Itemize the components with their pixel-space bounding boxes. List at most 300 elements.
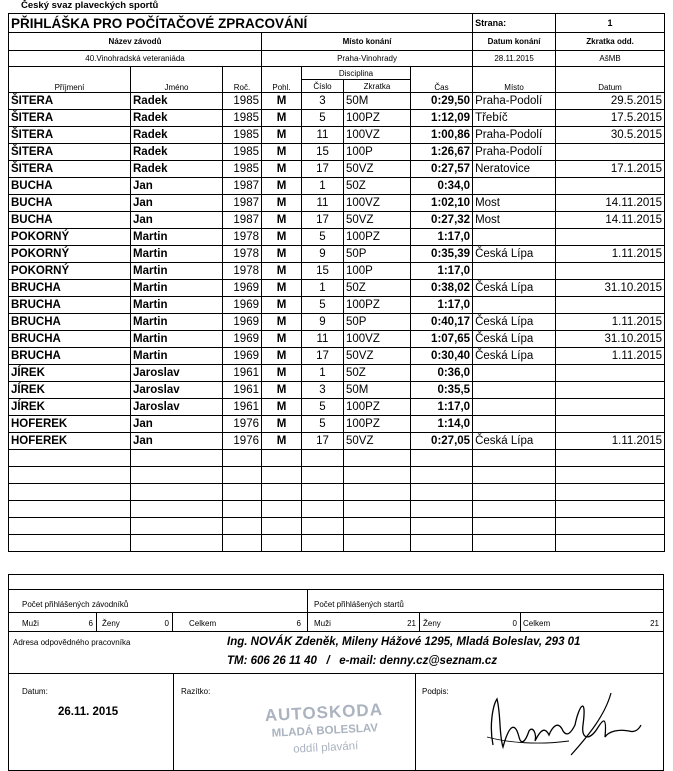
table-row bbox=[9, 144, 665, 161]
cell-code: 50P bbox=[344, 314, 411, 331]
cell-code: 50VZ bbox=[344, 433, 411, 450]
cell-surname: HOFEREK bbox=[9, 416, 131, 433]
cell-name: Radek bbox=[131, 161, 223, 178]
cell-surname: BRUCHA bbox=[9, 314, 131, 331]
cell-year: 1976 bbox=[223, 416, 262, 433]
empty-cell bbox=[473, 484, 556, 501]
col-date: Datum bbox=[556, 67, 665, 93]
cell-venue: Praha-Podolí bbox=[473, 93, 556, 110]
cell-name: Jan bbox=[131, 195, 223, 212]
cell-sex: M bbox=[262, 297, 302, 314]
cell-num: 5 bbox=[302, 399, 344, 416]
cell-surname: BUCHA bbox=[9, 212, 131, 229]
table-row bbox=[9, 399, 665, 416]
cell-num: 17 bbox=[302, 433, 344, 450]
cell-venue bbox=[473, 416, 556, 433]
table-row bbox=[9, 280, 665, 297]
date-label: Datum: bbox=[22, 687, 48, 696]
cell-venue bbox=[473, 178, 556, 195]
cell-venue: Česká Lípa bbox=[473, 314, 556, 331]
cell-time: 0:35,39 bbox=[411, 246, 473, 263]
cell-code: 50M bbox=[344, 93, 411, 110]
cell-num: 5 bbox=[302, 229, 344, 246]
cell-sex: M bbox=[262, 416, 302, 433]
cell-venue: Praha-Podolí bbox=[473, 144, 556, 161]
comp-men-label: Muži bbox=[22, 619, 39, 628]
cell-date: 31.10.2015 bbox=[556, 331, 665, 348]
race-name: 40.Vinohradská veteraniáda bbox=[9, 51, 262, 67]
cell-date bbox=[556, 399, 665, 416]
cell-venue bbox=[473, 263, 556, 280]
col-venue: Místo bbox=[473, 67, 556, 93]
cell-sex: M bbox=[262, 212, 302, 229]
cell-date bbox=[556, 263, 665, 280]
cell-sex: M bbox=[262, 93, 302, 110]
empty-cell bbox=[9, 450, 131, 467]
cell-venue: Česká Lípa bbox=[473, 433, 556, 450]
empty-cell bbox=[262, 535, 302, 552]
cell-sex: M bbox=[262, 246, 302, 263]
empty-cell bbox=[473, 518, 556, 535]
cell-sex: M bbox=[262, 195, 302, 212]
cell-date: 29.5.2015 bbox=[556, 93, 665, 110]
entry-form-table bbox=[8, 13, 665, 552]
cell-year: 1978 bbox=[223, 229, 262, 246]
empty-cell bbox=[131, 518, 223, 535]
cell-time: 0:34,0 bbox=[411, 178, 473, 195]
empty-cell bbox=[344, 450, 411, 467]
cell-sex: M bbox=[262, 331, 302, 348]
cell-year: 1985 bbox=[223, 161, 262, 178]
table-row bbox=[9, 263, 665, 280]
table-row bbox=[9, 212, 665, 229]
cell-surname: JÍREK bbox=[9, 382, 131, 399]
cell-surname: ŠITERA bbox=[9, 93, 131, 110]
cell-code: 50Z bbox=[344, 280, 411, 297]
empty-cell bbox=[556, 450, 665, 467]
cell-code: 50VZ bbox=[344, 212, 411, 229]
cell-year: 1987 bbox=[223, 212, 262, 229]
empty-cell bbox=[9, 467, 131, 484]
table-row bbox=[9, 178, 665, 195]
cell-date: 17.1.2015 bbox=[556, 161, 665, 178]
signed-date: 26.11. 2015 bbox=[58, 706, 119, 718]
cell-name: Martin bbox=[131, 246, 223, 263]
start-total-label: Celkem bbox=[523, 619, 551, 628]
empty-cell bbox=[344, 467, 411, 484]
cell-name: Radek bbox=[131, 127, 223, 144]
cell-year: 1978 bbox=[223, 246, 262, 263]
cell-time: 1:17,0 bbox=[411, 399, 473, 416]
col-num: Číslo bbox=[302, 80, 344, 93]
cell-time: 1:02,10 bbox=[411, 195, 473, 212]
starts-label: Počet přihlášených startů bbox=[314, 600, 404, 609]
page-label: Strana: bbox=[473, 14, 556, 33]
empty-row bbox=[9, 535, 665, 552]
cell-date: 14.11.2015 bbox=[556, 195, 665, 212]
cell-year: 1969 bbox=[223, 280, 262, 297]
cell-code: 50Z bbox=[344, 365, 411, 382]
col-time: Čas bbox=[411, 67, 473, 93]
cell-num: 15 bbox=[302, 263, 344, 280]
table-row bbox=[9, 382, 665, 399]
cell-name: Jaroslav bbox=[131, 399, 223, 416]
cell-code: 50P bbox=[344, 246, 411, 263]
empty-cell bbox=[223, 535, 262, 552]
cell-sex: M bbox=[262, 178, 302, 195]
empty-cell bbox=[556, 484, 665, 501]
cell-name: Jan bbox=[131, 433, 223, 450]
cell-venue bbox=[473, 365, 556, 382]
cell-num: 17 bbox=[302, 212, 344, 229]
table-row bbox=[9, 110, 665, 127]
cell-time: 1:00,86 bbox=[411, 127, 473, 144]
cell-venue: Most bbox=[473, 195, 556, 212]
cell-time: 0:38,02 bbox=[411, 280, 473, 297]
empty-cell bbox=[9, 484, 131, 501]
cell-num: 1 bbox=[302, 280, 344, 297]
cell-date bbox=[556, 229, 665, 246]
cell-surname: BRUCHA bbox=[9, 297, 131, 314]
cell-surname: BRUCHA bbox=[9, 280, 131, 297]
cell-num: 1 bbox=[302, 178, 344, 195]
cell-year: 1987 bbox=[223, 178, 262, 195]
empty-cell bbox=[9, 535, 131, 552]
cell-name: Jan bbox=[131, 212, 223, 229]
empty-cell bbox=[302, 484, 344, 501]
cell-time: 0:40,17 bbox=[411, 314, 473, 331]
cell-sex: M bbox=[262, 229, 302, 246]
cell-surname: BRUCHA bbox=[9, 348, 131, 365]
cell-sex: M bbox=[262, 263, 302, 280]
cell-year: 1978 bbox=[223, 263, 262, 280]
abbr-header: Zkratka odd. bbox=[556, 33, 665, 51]
cell-code: 100PZ bbox=[344, 399, 411, 416]
table-row bbox=[9, 195, 665, 212]
table-row bbox=[9, 416, 665, 433]
cell-year: 1969 bbox=[223, 314, 262, 331]
place-header: Místo konání bbox=[262, 33, 473, 51]
empty-cell bbox=[302, 518, 344, 535]
cell-date bbox=[556, 144, 665, 161]
cell-time: 1:17,0 bbox=[411, 297, 473, 314]
cell-year: 1987 bbox=[223, 195, 262, 212]
start-men-label: Muži bbox=[314, 619, 331, 628]
cell-time: 1:17,0 bbox=[411, 229, 473, 246]
empty-cell bbox=[262, 484, 302, 501]
cell-venue bbox=[473, 297, 556, 314]
empty-row bbox=[9, 501, 665, 518]
race-date: 28.11.2015 bbox=[473, 51, 556, 67]
cell-code: 100PZ bbox=[344, 416, 411, 433]
cell-num: 3 bbox=[302, 93, 344, 110]
cell-name: Jaroslav bbox=[131, 365, 223, 382]
cell-sex: M bbox=[262, 110, 302, 127]
cell-year: 1969 bbox=[223, 331, 262, 348]
cell-venue bbox=[473, 399, 556, 416]
empty-cell bbox=[262, 467, 302, 484]
empty-cell bbox=[344, 535, 411, 552]
cell-code: 100P bbox=[344, 144, 411, 161]
empty-cell bbox=[556, 535, 665, 552]
cell-surname: ŠITERA bbox=[9, 144, 131, 161]
cell-sex: M bbox=[262, 127, 302, 144]
cell-num: 9 bbox=[302, 314, 344, 331]
empty-row bbox=[9, 450, 665, 467]
table-row bbox=[9, 297, 665, 314]
cell-date: 1.11.2015 bbox=[556, 246, 665, 263]
empty-cell bbox=[473, 467, 556, 484]
race-place: Praha-Vinohrady bbox=[262, 51, 473, 67]
cell-year: 1969 bbox=[223, 348, 262, 365]
cell-surname: POKORNÝ bbox=[9, 263, 131, 280]
stamp-line-1: AUTOSKODA bbox=[264, 699, 384, 726]
cell-sex: M bbox=[262, 161, 302, 178]
cell-date bbox=[556, 382, 665, 399]
comp-women-label: Ženy bbox=[102, 619, 120, 628]
cell-time: 0:29,50 bbox=[411, 93, 473, 110]
date-header: Datum konání bbox=[473, 33, 556, 51]
cell-surname: ŠITERA bbox=[9, 127, 131, 144]
cell-year: 1985 bbox=[223, 144, 262, 161]
empty-cell bbox=[262, 450, 302, 467]
cell-year: 1969 bbox=[223, 297, 262, 314]
cell-year: 1961 bbox=[223, 382, 262, 399]
table-row bbox=[9, 229, 665, 246]
cell-date bbox=[556, 178, 665, 195]
cell-sex: M bbox=[262, 144, 302, 161]
start-total: 21 bbox=[650, 619, 659, 628]
cell-code: 50M bbox=[344, 382, 411, 399]
cell-name: Martin bbox=[131, 314, 223, 331]
table-row bbox=[9, 331, 665, 348]
table-row bbox=[9, 348, 665, 365]
cell-venue: Most bbox=[473, 212, 556, 229]
cell-year: 1985 bbox=[223, 110, 262, 127]
cell-surname: BRUCHA bbox=[9, 331, 131, 348]
cell-name: Jaroslav bbox=[131, 382, 223, 399]
cell-time: 0:35,5 bbox=[411, 382, 473, 399]
cell-surname: BUCHA bbox=[9, 195, 131, 212]
cell-surname: HOFEREK bbox=[9, 433, 131, 450]
cell-date: 1.11.2015 bbox=[556, 433, 665, 450]
empty-cell bbox=[302, 501, 344, 518]
cell-name: Radek bbox=[131, 110, 223, 127]
empty-cell bbox=[344, 501, 411, 518]
cell-name: Martin bbox=[131, 348, 223, 365]
signature-label: Podpis: bbox=[422, 687, 449, 696]
cell-sex: M bbox=[262, 382, 302, 399]
cell-time: 1:07,65 bbox=[411, 331, 473, 348]
cell-name: Radek bbox=[131, 93, 223, 110]
cell-code: 100PZ bbox=[344, 297, 411, 314]
empty-cell bbox=[473, 450, 556, 467]
empty-cell bbox=[131, 501, 223, 518]
cell-name: Martin bbox=[131, 297, 223, 314]
cell-code: 50Z bbox=[344, 178, 411, 195]
empty-cell bbox=[556, 467, 665, 484]
empty-cell bbox=[131, 467, 223, 484]
table-row bbox=[9, 433, 665, 450]
empty-cell bbox=[302, 535, 344, 552]
empty-cell bbox=[556, 501, 665, 518]
cell-sex: M bbox=[262, 433, 302, 450]
cell-time: 1:26,67 bbox=[411, 144, 473, 161]
cell-code: 100PZ bbox=[344, 229, 411, 246]
empty-cell bbox=[131, 450, 223, 467]
empty-cell bbox=[411, 518, 473, 535]
cell-time: 0:27,57 bbox=[411, 161, 473, 178]
empty-cell bbox=[344, 484, 411, 501]
cell-name: Martin bbox=[131, 280, 223, 297]
table-row bbox=[9, 127, 665, 144]
table-row bbox=[9, 93, 665, 110]
start-women: 0 bbox=[512, 619, 517, 628]
cell-time: 0:27,05 bbox=[411, 433, 473, 450]
col-discipline: Disciplina bbox=[302, 67, 411, 80]
start-women-label: Ženy bbox=[423, 619, 441, 628]
cell-time: 0:30,40 bbox=[411, 348, 473, 365]
cell-date: 1.11.2015 bbox=[556, 348, 665, 365]
cell-time: 1:12,09 bbox=[411, 110, 473, 127]
cell-venue: Česká Lípa bbox=[473, 348, 556, 365]
cell-date bbox=[556, 365, 665, 382]
cell-num: 11 bbox=[302, 127, 344, 144]
cell-num: 9 bbox=[302, 246, 344, 263]
cell-date bbox=[556, 297, 665, 314]
table-row bbox=[9, 161, 665, 178]
empty-cell bbox=[411, 501, 473, 518]
col-year: Roč. bbox=[223, 67, 262, 93]
cell-time: 0:27,32 bbox=[411, 212, 473, 229]
empty-row bbox=[9, 518, 665, 535]
empty-row bbox=[9, 484, 665, 501]
empty-cell bbox=[556, 518, 665, 535]
cell-name: Martin bbox=[131, 229, 223, 246]
empty-cell bbox=[411, 535, 473, 552]
cell-surname: POKORNÝ bbox=[9, 229, 131, 246]
cell-venue: Česká Lípa bbox=[473, 246, 556, 263]
empty-cell bbox=[223, 518, 262, 535]
cell-date: 30.5.2015 bbox=[556, 127, 665, 144]
cell-sex: M bbox=[262, 280, 302, 297]
address-line-2: TM: 606 26 11 40 / e-mail: denny.cz@seznam.cz bbox=[227, 655, 498, 667]
club-abbr: AšMB bbox=[556, 51, 665, 67]
cell-name: Jan bbox=[131, 178, 223, 195]
competitors-label: Počet přihlášených závodníků bbox=[22, 600, 129, 609]
col-code: Zkratka bbox=[344, 80, 411, 93]
cell-num: 17 bbox=[302, 161, 344, 178]
cell-num: 5 bbox=[302, 297, 344, 314]
cell-code: 50VZ bbox=[344, 348, 411, 365]
cell-date: 1.11.2015 bbox=[556, 314, 665, 331]
cell-venue bbox=[473, 229, 556, 246]
cell-code: 100VZ bbox=[344, 331, 411, 348]
empty-cell bbox=[9, 501, 131, 518]
empty-cell bbox=[262, 501, 302, 518]
cell-name: Radek bbox=[131, 144, 223, 161]
cell-surname: JÍREK bbox=[9, 399, 131, 416]
empty-cell bbox=[411, 467, 473, 484]
comp-women: 0 bbox=[164, 619, 169, 628]
org-name: Český svaz plaveckých sportů bbox=[21, 0, 159, 11]
form-footer bbox=[8, 574, 664, 771]
cell-sex: M bbox=[262, 314, 302, 331]
form-title: PŘIHLÁŠKA PRO POČÍTAČOVÉ ZPRACOVÁNÍ bbox=[9, 14, 473, 33]
table-row bbox=[9, 246, 665, 263]
cell-name: Martin bbox=[131, 331, 223, 348]
cell-venue: Česká Lípa bbox=[473, 331, 556, 348]
cell-sex: M bbox=[262, 348, 302, 365]
cell-code: 100P bbox=[344, 263, 411, 280]
cell-code: 50VZ bbox=[344, 161, 411, 178]
cell-venue: Praha-Podolí bbox=[473, 127, 556, 144]
empty-cell bbox=[9, 518, 131, 535]
cell-name: Martin bbox=[131, 263, 223, 280]
cell-surname: ŠITERA bbox=[9, 110, 131, 127]
cell-year: 1985 bbox=[223, 127, 262, 144]
cell-venue: Třebíč bbox=[473, 110, 556, 127]
cell-venue: Česká Lípa bbox=[473, 280, 556, 297]
table-row bbox=[9, 314, 665, 331]
cell-sex: M bbox=[262, 365, 302, 382]
empty-cell bbox=[262, 518, 302, 535]
col-name: Jméno bbox=[131, 67, 223, 93]
cell-time: 1:14,0 bbox=[411, 416, 473, 433]
cell-name: Jan bbox=[131, 416, 223, 433]
cell-time: 0:36,0 bbox=[411, 365, 473, 382]
empty-cell bbox=[223, 467, 262, 484]
empty-cell bbox=[473, 501, 556, 518]
club-stamp bbox=[243, 699, 406, 769]
empty-cell bbox=[131, 535, 223, 552]
start-men: 21 bbox=[407, 619, 416, 628]
empty-cell bbox=[302, 467, 344, 484]
cell-num: 11 bbox=[302, 331, 344, 348]
col-surname: Příjmení bbox=[9, 67, 131, 93]
cell-num: 11 bbox=[302, 195, 344, 212]
cell-surname: POKORNÝ bbox=[9, 246, 131, 263]
cell-year: 1961 bbox=[223, 399, 262, 416]
cell-num: 5 bbox=[302, 416, 344, 433]
cell-date: 14.11.2015 bbox=[556, 212, 665, 229]
empty-cell bbox=[302, 450, 344, 467]
empty-cell bbox=[344, 518, 411, 535]
cell-sex: M bbox=[262, 399, 302, 416]
cell-year: 1985 bbox=[223, 93, 262, 110]
signature-image bbox=[479, 685, 649, 765]
cell-venue: Neratovice bbox=[473, 161, 556, 178]
cell-date: 31.10.2015 bbox=[556, 280, 665, 297]
cell-num: 15 bbox=[302, 144, 344, 161]
stamp-line-2: MLADÁ BOLESLAV bbox=[271, 722, 379, 740]
stamp-line-3: oddíl plavání bbox=[292, 740, 359, 756]
cell-code: 100PZ bbox=[344, 110, 411, 127]
empty-cell bbox=[411, 450, 473, 467]
race-name-header: Název závodů bbox=[9, 33, 262, 51]
page-number: 1 bbox=[556, 14, 665, 33]
col-sex: Pohl. bbox=[262, 67, 302, 93]
stamp-label: Razítko: bbox=[181, 687, 211, 696]
cell-venue bbox=[473, 382, 556, 399]
cell-year: 1961 bbox=[223, 365, 262, 382]
comp-total: 6 bbox=[296, 619, 301, 628]
cell-num: 1 bbox=[302, 365, 344, 382]
table-row bbox=[9, 365, 665, 382]
empty-cell bbox=[223, 501, 262, 518]
empty-cell bbox=[473, 535, 556, 552]
empty-cell bbox=[411, 484, 473, 501]
